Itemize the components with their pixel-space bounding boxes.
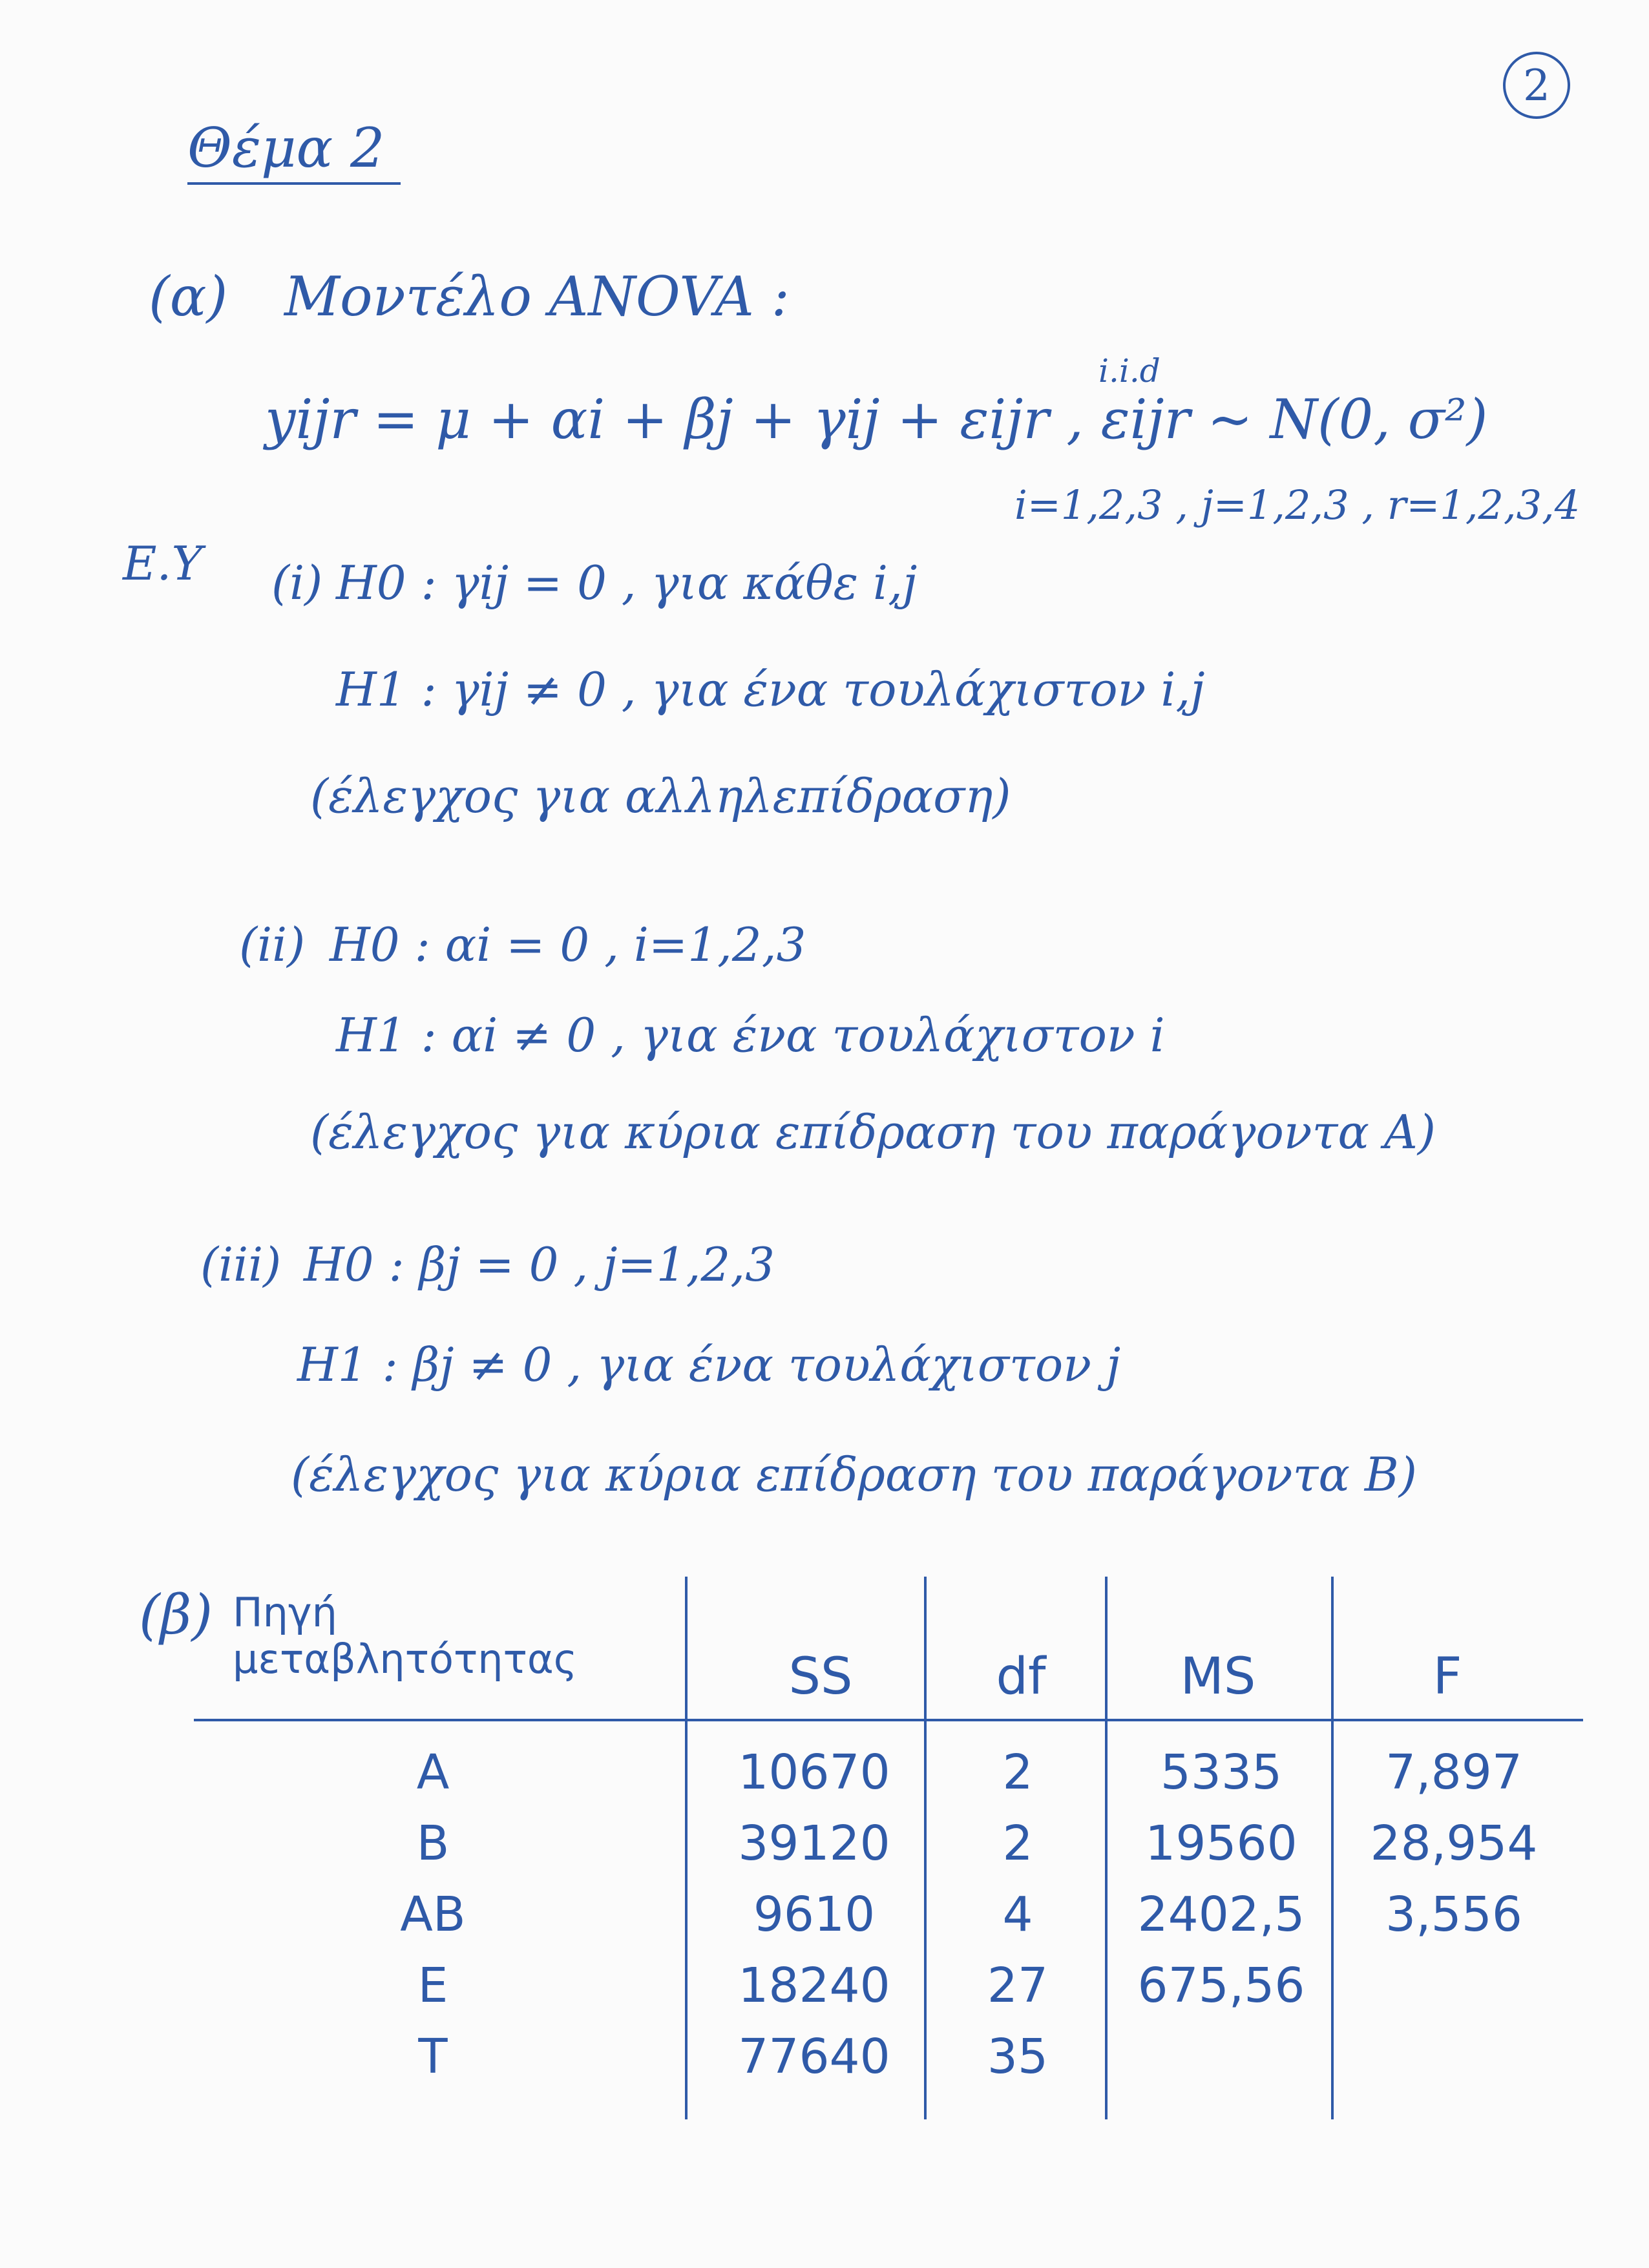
hypothesis-i-note: (έλεγχος για αλληλεπίδραση) — [310, 769, 1011, 823]
hypothesis-iii-h0: H0 : βj = 0 , j=1,2,3 — [304, 1237, 775, 1292]
column-header-ms: MS — [1180, 1648, 1256, 1706]
row-source: A — [416, 1745, 450, 1800]
part-a-heading: Μοντέλο ANOVA : — [284, 265, 790, 328]
hypothesis-i-label: (i) — [271, 556, 323, 610]
column-header-source: Πηγή μεταβλητότητας — [233, 1589, 578, 1683]
hypothesis-ii-h0: H0 : αi = 0 , i=1,2,3 — [330, 918, 806, 972]
row-ss: 18240 — [738, 1958, 890, 2013]
page-number: 2 — [1503, 52, 1570, 119]
hypothesis-i-h1: H1 : γij ≠ 0 , για ένα τουλάχιστον i,j — [336, 662, 1205, 717]
row-source: AB — [400, 1887, 466, 1942]
row-source: B — [416, 1816, 450, 1871]
header-rule — [194, 1719, 1583, 1721]
row-source: T — [418, 2029, 448, 2084]
row-ms: 19560 — [1145, 1816, 1297, 1871]
hypothesis-ii-note: (έλεγχος για κύρια επίδραση του παράγοντα A) — [310, 1105, 1436, 1159]
part-b-label: (β) — [139, 1583, 213, 1646]
row-f: 3,556 — [1385, 1887, 1522, 1942]
column-divider — [685, 1577, 688, 2119]
column-header-df: df — [996, 1648, 1046, 1706]
index-ranges: i=1,2,3 , j=1,2,3 , r=1,2,3,4 — [1014, 481, 1581, 529]
row-ms: 2402,5 — [1137, 1887, 1305, 1942]
hypothesis-ii-h1: H1 : αi ≠ 0 , για ένα τουλάχιστον i — [336, 1008, 1165, 1062]
row-f: 7,897 — [1385, 1745, 1522, 1800]
title-underline — [187, 182, 401, 185]
iid-label: i.i.d — [1098, 352, 1161, 390]
hypothesis-iii-label: (iii) — [200, 1237, 282, 1292]
ey-label: Ε.Υ — [123, 536, 202, 591]
row-ss: 9610 — [753, 1887, 876, 1942]
row-df: 4 — [1002, 1887, 1033, 1942]
anova-model-equation: yijr = μ + αi + βj + γij + εijr , εijr ~ N(0, σ²) — [265, 388, 1488, 451]
row-df: 27 — [987, 1958, 1049, 2013]
column-divider — [1331, 1577, 1334, 2119]
hypothesis-i-h0: H0 : γij = 0 , για κάθε i,j — [336, 556, 918, 610]
anova-table — [194, 1564, 1590, 2132]
row-ms: 675,56 — [1137, 1958, 1305, 2013]
row-df: 35 — [987, 2029, 1049, 2084]
row-df: 2 — [1002, 1816, 1033, 1871]
part-a-label: (α) — [149, 265, 228, 328]
row-f: 28,954 — [1370, 1816, 1538, 1871]
page-title: Θέμα 2 — [187, 116, 385, 180]
column-header-ss: SS — [788, 1648, 853, 1706]
row-source: E — [417, 1958, 448, 2013]
row-ss: 10670 — [738, 1745, 890, 1800]
column-divider — [924, 1577, 927, 2119]
column-divider — [1105, 1577, 1108, 2119]
hypothesis-ii-label: (ii) — [239, 918, 306, 972]
row-df: 2 — [1002, 1745, 1033, 1800]
hypothesis-iii-h1: H1 : βj ≠ 0 , για ένα τουλάχιστον j — [297, 1338, 1121, 1392]
hypothesis-iii-note: (έλεγχος για κύρια επίδραση του παράγοντα B) — [291, 1447, 1417, 1502]
row-ss: 77640 — [738, 2029, 890, 2084]
row-ss: 39120 — [738, 1816, 890, 1871]
column-header-f: F — [1433, 1648, 1462, 1706]
row-ms: 5335 — [1160, 1745, 1283, 1800]
